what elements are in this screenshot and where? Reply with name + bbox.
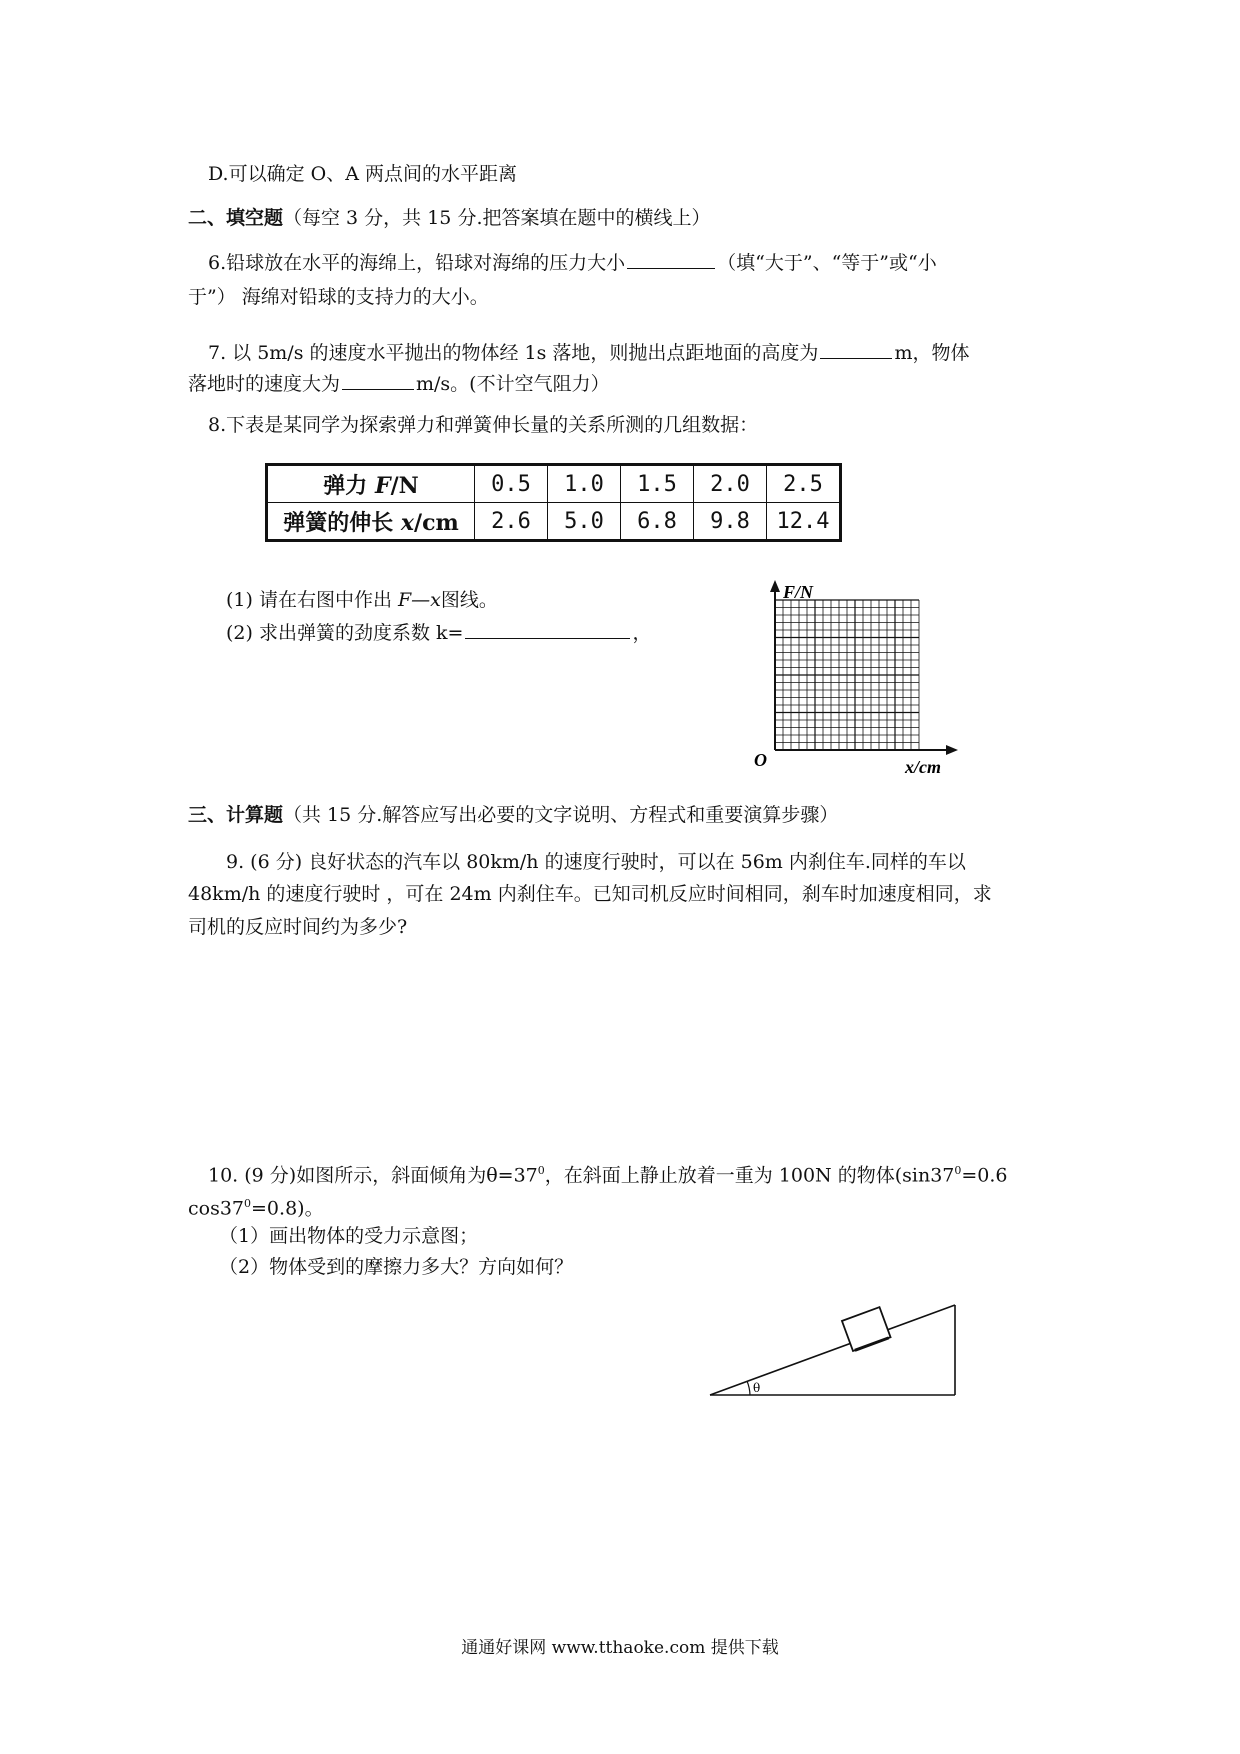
angle-label: θ [753,1381,761,1395]
q10-sub1: （1）画出物体的受力示意图； [219,1225,479,1247]
q6-answer-blank[interactable] [627,250,715,269]
angle-arc [747,1381,750,1395]
q7-height-blank[interactable] [820,340,892,359]
incline-diagram[interactable] [705,1295,965,1405]
q7-line1 [208,339,969,367]
section3-note: （共 15 分.解答应写出必要的文字说明、方程式和重要演算步骤） [283,804,839,826]
q7-text-c: 落地时的速度大为 [188,373,341,395]
q6-line1 [208,249,937,277]
table-cell: 9.8 [694,503,767,541]
q5-option-d: D.可以确定 O、A 两点间的水平距离 [208,163,517,185]
y-axis-label: F/N [783,582,814,602]
q8-k-blank[interactable] [465,620,630,639]
q7-text-a: 7. 以 5m/s 的速度水平抛出的物体经 1s 落地，则抛出点距地面的高度为 [208,342,819,364]
table-cell: 1.0 [548,465,621,503]
table-cell: 2.5 [767,465,841,503]
fx-graph[interactable] [740,578,970,778]
q8-sub1: (1) 请在右图中作出 F—x图线。 [226,589,498,611]
y-axis-arrow-icon [770,580,780,592]
table-cell: 2.0 [694,465,767,503]
section3-heading [188,801,838,829]
section3-title: 三、计算题 [188,804,284,826]
q7-text-d: m/s。(不计空气阻力） [416,373,610,395]
q9-line3: 司机的反应时间约为多少? [188,916,408,938]
section2-note: （每空 3 分，共 15 分.把答案填在题中的横线上） [283,207,711,229]
origin-label: O [754,750,767,770]
x-axis-label: x/cm [905,757,941,777]
table-cell: 1.5 [621,465,694,503]
stretch-header: 弹簧的伸长 x/cm [267,503,475,541]
q6-text-b: （填“大于”、“等于”或“小 [717,252,937,274]
q6-line2: 于”） 海绵对铅球的支持力的大小。 [188,286,489,308]
q10-sub2: （2）物体受到的摩擦力多大？方向如何？ [219,1256,574,1278]
table-cell: 12.4 [767,503,841,541]
section2-title: 二、填空题 [188,207,284,229]
q7-line2 [188,370,610,398]
table-cell: 5.0 [548,503,621,541]
q10-line2: $\cos 37^0=0.8$)。 [188,1197,324,1220]
table-row-force [267,465,841,503]
q9-line1: 9. (6 分) 良好状态的汽车以 80km/h 的速度行驶时，可以在 56m 内刹住车.同样的车以 [226,851,966,873]
q8-sub2: (2) 求出弹簧的劲度系数 k= ， [226,622,652,644]
q6-text-a: 6.铅球放在水平的海绵上，铅球对海绵的压力大小 [208,252,626,274]
table-cell: 0.5 [475,465,548,503]
force-header: 弹力 F/N [267,465,475,503]
q7-speed-blank[interactable] [342,371,414,390]
q7-text-b: m，物体 [894,342,970,364]
section2-heading [188,204,710,232]
q8-intro: 8.下表是某同学为探索弹力和弹簧伸长量的关系所测的几组数据： [208,414,759,436]
footer: 通通好课网 www.tthaoke.com 提供下载 [461,1638,779,1658]
graph-grid [775,600,919,750]
q10-line1: 10. (9 分)如图所示，斜面倾角为$\theta=37^0$，在斜面上静止放着一重为 100N 的物体($\sin 37^0=0.6$ [208,1164,1008,1187]
table-cell: 6.8 [621,503,694,541]
table-row-stretch [267,503,841,541]
x-axis-arrow-icon [946,745,958,755]
q9-line2: 48km/h 的速度行驶时 ，可在 24m 内刹住车。已知司机反应时间相同，刹车时加速度相同，求 [188,883,992,905]
table-cell: 2.6 [475,503,548,541]
spring-data-table [265,463,842,542]
